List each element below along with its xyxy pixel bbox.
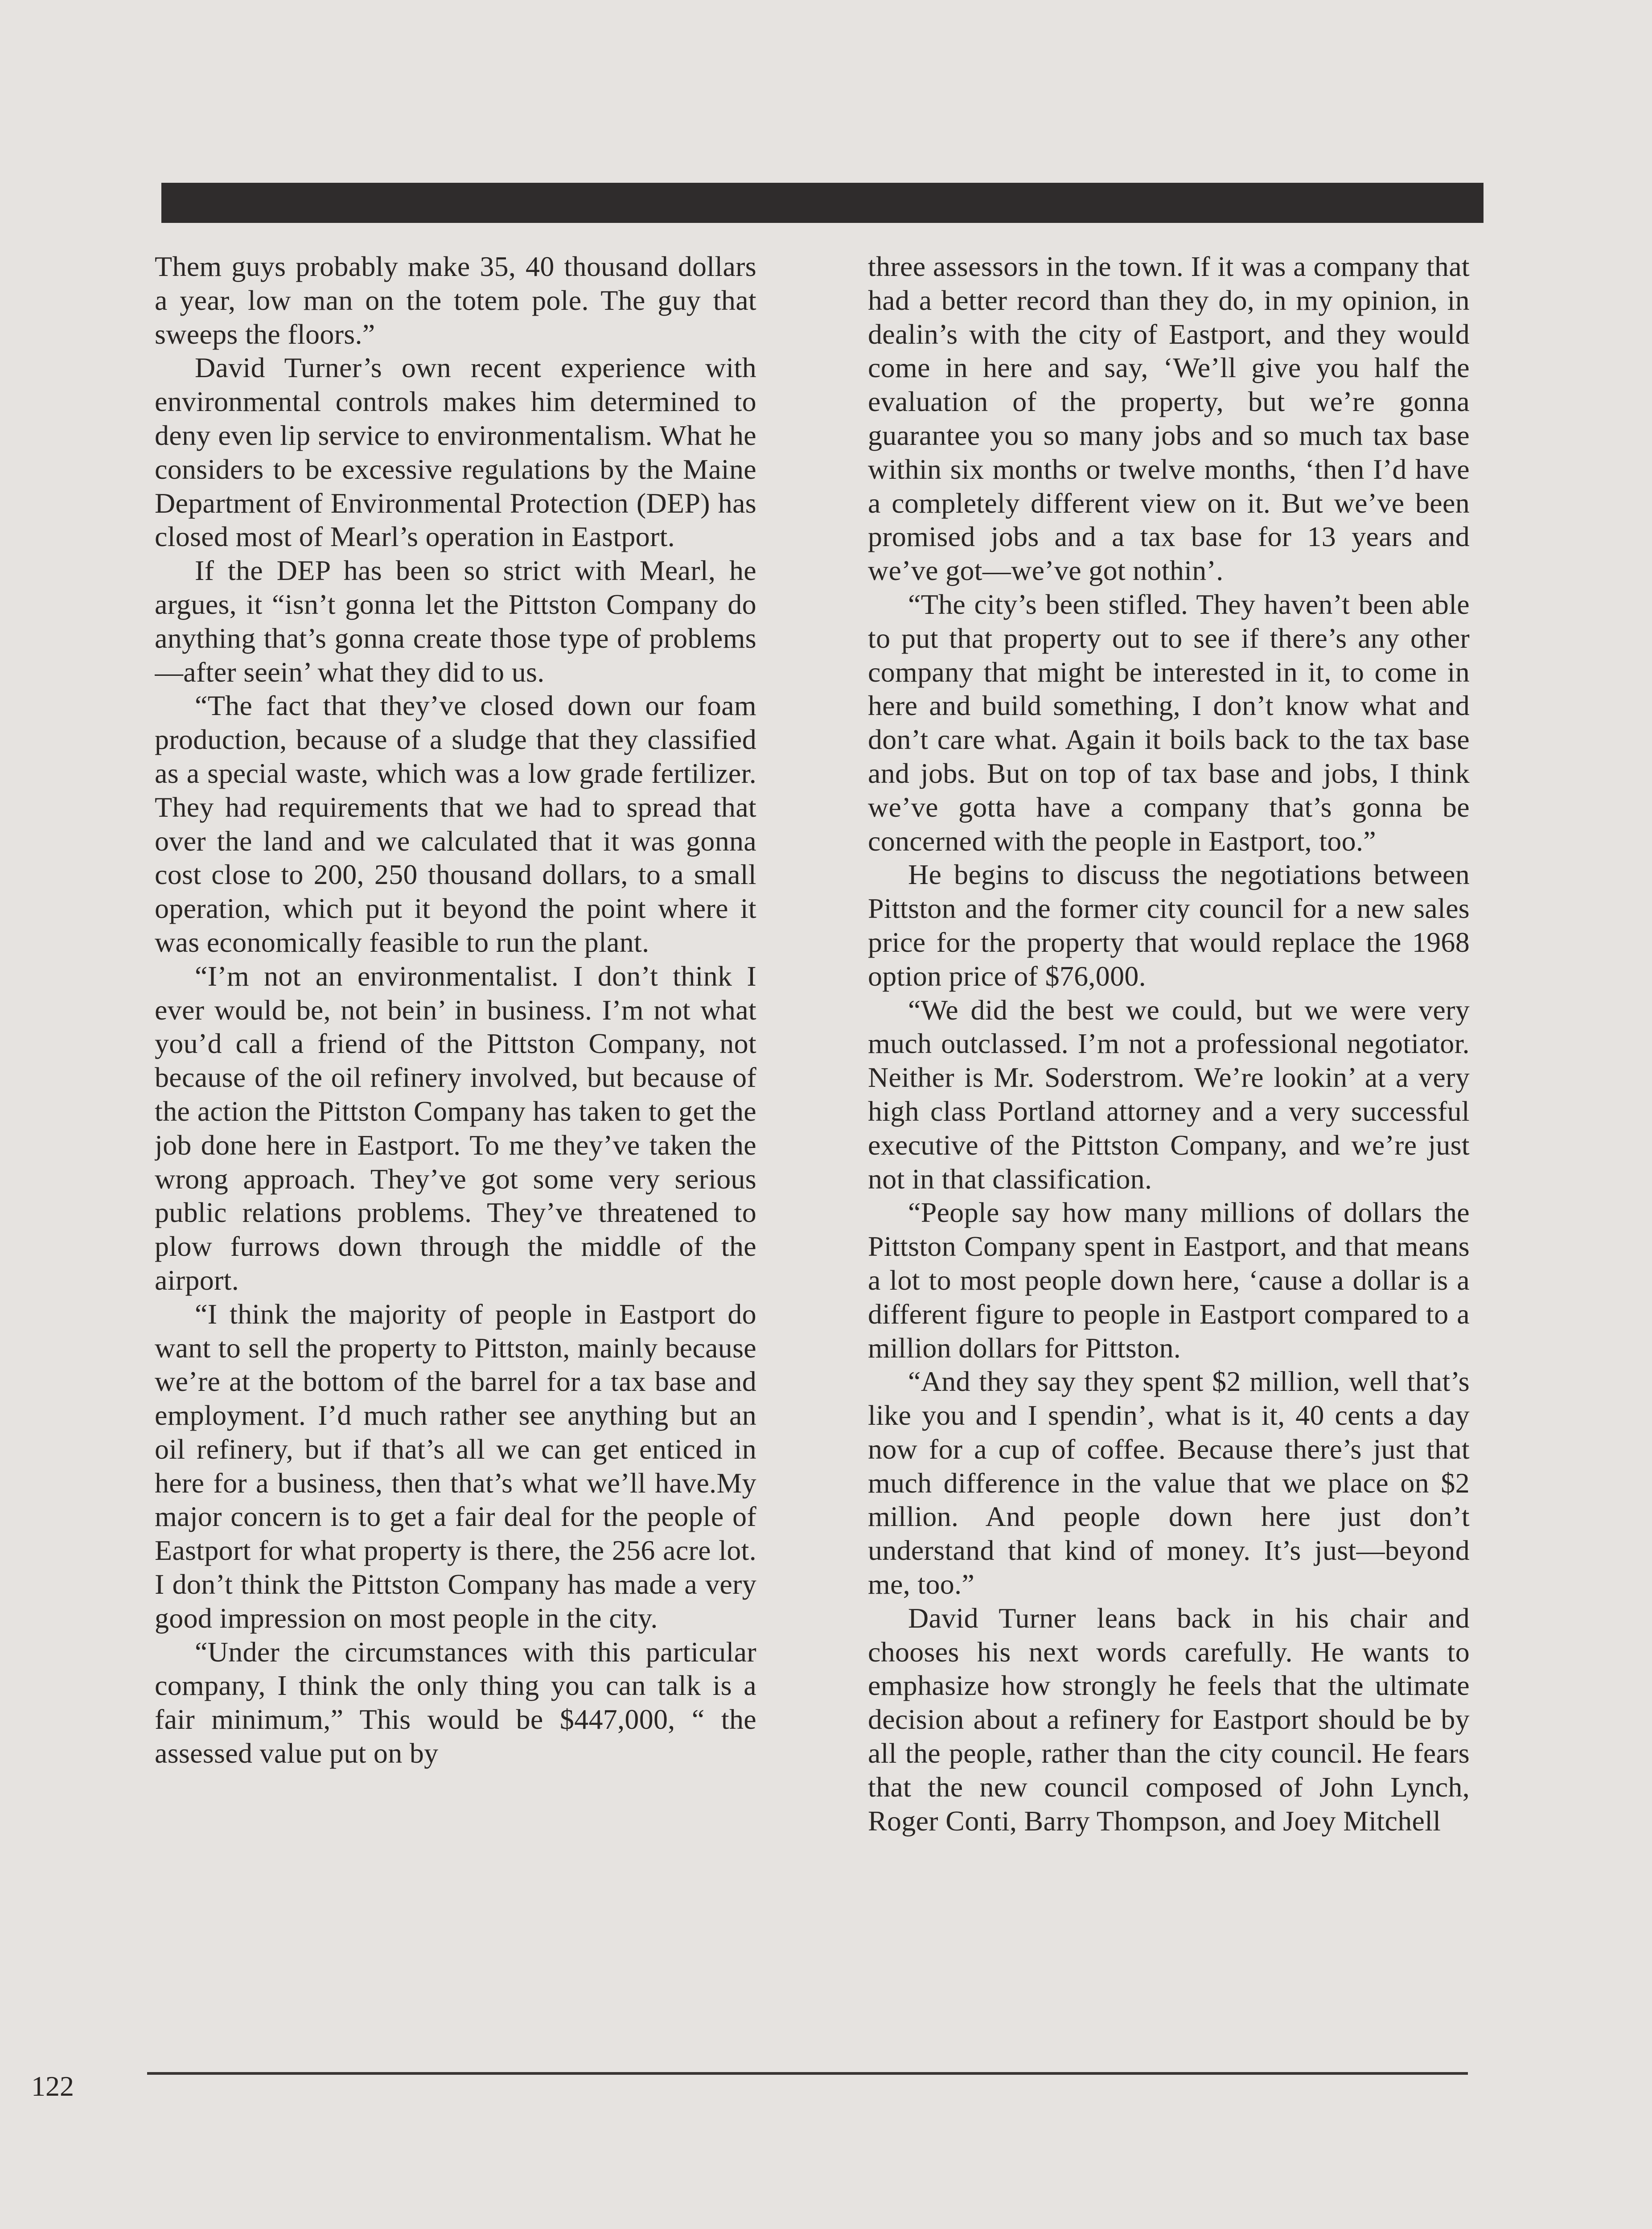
- left-column: [155, 250, 756, 2046]
- paragraph: “Under the circumstances with this particular company, I think the only thing you can talk is a fair minimum,” This would be $447,000, “ the assessed value put on by: [155, 1636, 756, 1769]
- bottom-rule: [147, 2072, 1468, 2075]
- paragraph: David Turner’s own recent experience with environmental controls makes him determined to deny even lip service to environmentalism. What he considers to be excessive regulations by the Maine Department of Environmental Protection (DEP) has closed most of Mearl’s operation in Eastport.: [155, 352, 756, 553]
- page-number: 122: [31, 2070, 74, 2102]
- paragraph: David Turner leans back in his chair and chooses his next words carefully. He wants to emphasize how strongly he feels that the ultimate decision about a refinery for Eastport should be by all the people, rather than the city council. He fears that the new council composed of John Lynch, Roger Conti, Barry Thompson, and Joey Mitchell: [868, 1602, 1470, 1837]
- paragraph: “The city’s been stifled. They haven’t been able to put that property out to see if there’s any other company that might be interested in it, to come in here and build something, I don’t know what and don’t care what. Again it boils back to the tax base and jobs. But on top of tax base and jobs, I think we’ve gotta have a company that’s gonna be concerned with the people in Eastport, too.”: [868, 588, 1470, 857]
- paragraph: If the DEP has been so strict with Mearl, he argues, it “isn’t gonna let the Pittston Company do anything that’s gonna create those type of problems—after seein’ what they did to us.: [155, 555, 756, 688]
- paragraph: Them guys probably make 35, 40 thousand dollars a year, low man on the totem pole. The guy that sweeps the floors.”: [155, 251, 756, 350]
- paragraph: “The fact that they’ve closed down our foam production, because of a sludge that they classified as a special waste, which was a low grade fertilizer. They had requirements that we had to spread that over the land and we calculated that it was gonna cost close to 200, 250 thousand dollars, to a small operation, which put it beyond the point where it was economically feasible to run the plant.: [155, 690, 756, 958]
- paragraph: He begins to discuss the negotiations between Pittston and the former city council for a new sales price for the property that would replace the 1968 option price of $76,000.: [868, 859, 1470, 992]
- paragraph: “And they say they spent $2 million, well that’s like you and I spendin’, what is it, 40 cents a day now for a cup of coffee. Because there’s just that much difference in the value that we place on $2 million. And people down here just don’t understand that kind of money. It’s just—beyond me, too.”: [868, 1365, 1470, 1600]
- header-bar: [161, 183, 1484, 223]
- paragraph: “People say how many millions of dollars the Pittston Company spent in Eastport, and that means a lot to most people down here, ‘cause a dollar is a different figure to people in Eastport compared to a million dollars for Pittston.: [868, 1197, 1470, 1364]
- paragraph: three assessors in the town. If it was a company that had a better record than they do, in my opinion, in dealin’s with the city of Eastport, and they would come in here and say, ‘We’ll give you half the evaluation of the property, but we’re gonna guarantee you so many jobs and so much tax base within six months or twelve months, ‘then I’d have a completely different view on it. But we’ve been promised jobs and a tax base for 13 years and we’ve got—we’ve got nothin’.: [868, 251, 1470, 587]
- paragraph: “We did the best we could, but we were very much outclassed. I’m not a professional negotiator. Neither is Mr. Soderstrom. We’re lookin’ at a very high class Portland attorney and a very successful executive of the Pittston Company, and we’re just not in that classification.: [868, 994, 1470, 1195]
- paragraph: “I think the majority of people in Eastport do want to sell the property to Pittston, mainly because we’re at the bottom of the barrel for a tax base and employment. I’d much rather see anything but an oil refinery, but if that’s all we can get enticed in here for a business, then that’s what we’ll have.My major concern is to get a fair deal for the people of Eastport for what property is there, the 256 acre lot. I don’t think the Pittston Company has made a very good impression on most people in the city.: [155, 1298, 756, 1634]
- right-column: [868, 250, 1470, 2046]
- paragraph: “I’m not an environmentalist. I don’t think I ever would be, not bein’ in business. I’m not what you’d call a friend of the Pittston Company, not because of the oil refinery involved, but because of the action the Pittston Company has taken to get the job done here in Eastport. To me they’ve taken the wrong approach. They’ve got some very serious public relations problems. They’ve threatened to plow furrows down through the middle of the airport.: [155, 960, 756, 1296]
